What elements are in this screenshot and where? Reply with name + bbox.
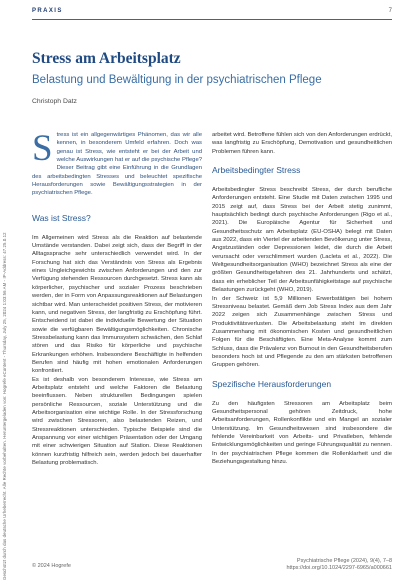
section-heading: Spezifische Herausforderungen bbox=[212, 378, 332, 389]
left-column bbox=[32, 128, 202, 467]
sidebar-text: Geschützt durch das deutsche Urheberrecht. Alle Rechte vorbehalten. Heruntergeladen von: Hogrefe eContent - Thursday, July 25, 2024 1:03:56 AM - IP-Address: 47.25.0.12 bbox=[2, 232, 7, 580]
sidebar-copyright bbox=[2, 150, 11, 580]
author: Christoph Datz bbox=[32, 98, 77, 105]
section-heading: Was ist Stress? bbox=[32, 212, 91, 223]
running-header bbox=[32, 8, 392, 18]
section-label: PRAXIS bbox=[32, 8, 63, 14]
body-paragraph: Es ist deshalb von besonderem Interesse, wie Stress am Arbeitsplatz entsteht und welche Faktoren die Belastung beeinflussen. Neben strukturellen Bedingungen spielen persönliche Ressourcen, soziale Unterstützung und die Arbeitsorganisation eine wichtige Rolle. In der Stressforschung wird zwischen Stressoren, also belastenden Reizen, und Stressreaktionen unterschieden. Typische Beispiele sind die Anspannung vor einer wichtigen Präsentation oder der Umgang mit einer schwierigen Situation auf Station. Diese Reaktionen können kurzfristig hilfreich sein, werden jedoch bei dauerhafter Belastung problematisch. bbox=[32, 376, 202, 467]
footer-citation: Psychiatrische Pflege (2024), 9(4), 7–8 https://doi.org/10.1024/2297-6965/a000661 bbox=[286, 558, 392, 571]
lead-paragraph: Stress ist ein allgegenwärtiges Phänomen, das wir alle kennen, in besonderem Umfeld erfahren. Doch was genau ist Stress, wie entsteht er bei der Arbeit und welche Auswirkungen hat er auf die psychische Pflege? Dieser Beitrag gibt eine Einführung in die Grundlagen des arbeitsbedingten Stresses und beleuchtet spezifische Herausforderungen sowie Bewältigungsstrategien in der psychiatrischen Pflege. bbox=[32, 128, 202, 197]
right-column bbox=[212, 131, 392, 466]
article-subtitle: Belastung und Bewältigung in der psychiatrischen Pflege bbox=[32, 74, 322, 86]
drop-cap: S bbox=[32, 128, 53, 169]
page-number: 7 bbox=[388, 8, 392, 14]
footer-copyright: © 2024 Hogrefe bbox=[32, 563, 71, 569]
body-paragraph: Arbeitsbedingter Stress beschreibt Stress, der durch berufliche Anforderungen entsteht. Eine Studie mit Daten zwischen 1995 und 2015 zeigt auf, dass Stress bei der Arbeit stetig zunimmt, hauptsächlich bedingt durch psychische Anforderungen (Rigo et al., 2021). Die Europäische Agentur für Sicherheit und Gesundheitsschutz am Arbeitsplatz (EU-OSHA) belegt mit Daten aus 2022, dass ein Viertel der arbeitenden Bevölkerung unter Stress, Angstzuständen oder Depressionen leidet, die durch die Arbeit verursacht oder verschlimmert wurden (Lacleta et al., 2022). Die Weltgesundheitsorganisation (WHO) bezeichnet Stress als eine der größten Gesundheitsgefahren des 21. Jahrhunderts und schätzt, dass ein erheblicher Teil der Arbeitsunfähigkeitstage auf psychische Belastungen zurückgeht (WHO, 2019). bbox=[212, 187, 392, 294]
section-heading: Arbeitsbedingter Stress bbox=[212, 165, 301, 176]
doi-link[interactable]: https://doi.org/10.1024/2297-6965/a000661 bbox=[286, 565, 392, 571]
header-rule bbox=[32, 19, 392, 20]
body-paragraph: In der Schweiz ist 5,9 Millionen Erwerbstätigen bei hohem Stressniveau belastet. Gemäß dem Job Stress Index aus dem Jahr 2022 zeigen sich Zusammenhänge zwischen Stress und Produktivitätsverlusten. Die Arbeitsbelastung steht im direkten Zusammenhang mit ökonomischen Kosten und gesundheitlichen Folgen für die Beschäftigten. Eine Meta-Analyse kommt zum Schluss, dass die Prävalenz von Burnout in den Gesundheitsberufen besonders hoch ist und Pflegende zu den am stärksten betroffenen Gruppen gehören. bbox=[212, 295, 392, 369]
article-title: Stress am Arbeitsplatz bbox=[32, 50, 181, 67]
body-paragraph: Zu den häufigsten Stressoren am Arbeitsplatz beim Gesundheitspersonal gehören Zeitdruck, hohe Arbeitsanforderungen, Rollenkonflikte und ein Mangel an sozialer Unterstützung. Im Gesundheitswesen sind insbesondere die fehlende Vereinbarkeit von Arbeits- und Privatleben, fehlende Entwicklungsmöglichkeiten und geringe Führungsqualität zu nennen. In der psychiatrischen Pflege kommen die Rollenklarheit und die Beziehungsgestaltung hinzu. bbox=[212, 400, 392, 465]
body-paragraph: arbeitet wird. Betroffene fühlen sich von den Anforderungen erdrückt, was langfristig zu Erschöpfung, Demotivation und gesundheitlichen Problemen führen kann. bbox=[212, 132, 392, 155]
page bbox=[32, 0, 392, 585]
body-paragraph: Im Allgemeinen wird Stress als die Reaktion auf belastende Umstände verstanden. Dabei zeigt sich, dass der Begriff in der Alltagssprache sehr unterschiedlich verwendet wird. In der Forschung hat sich das Verständnis von Stress als Ergebnis eines Ungleichgewichts zwischen Anforderungen und den zur Verfügung stehenden Ressourcen durchgesetzt. Stress kann als körperlicher, psychischer und sozialer Prozess beschrieben werden, der in Form von Anpassungsreaktionen auf Belastungen sichtbar wird. Man unterscheidet positiven Stress, der motivieren kann, und negativen Stress, der langfristig zu Erschöpfung führt. Entscheidend ist dabei die individuelle Bewertung der Situation sowie die verfügbaren Bewältigungsmöglichkeiten. Chronische Stressbelastung kann das Immunsystem schwächen, den Schlaf stören und das Risiko für körperliche und psychische Erkrankungen erhöhen. Insbesondere Beschäftigte in helfenden Berufen sind häufig mit hohen emotionalen Anforderungen konfrontiert. bbox=[32, 234, 202, 375]
